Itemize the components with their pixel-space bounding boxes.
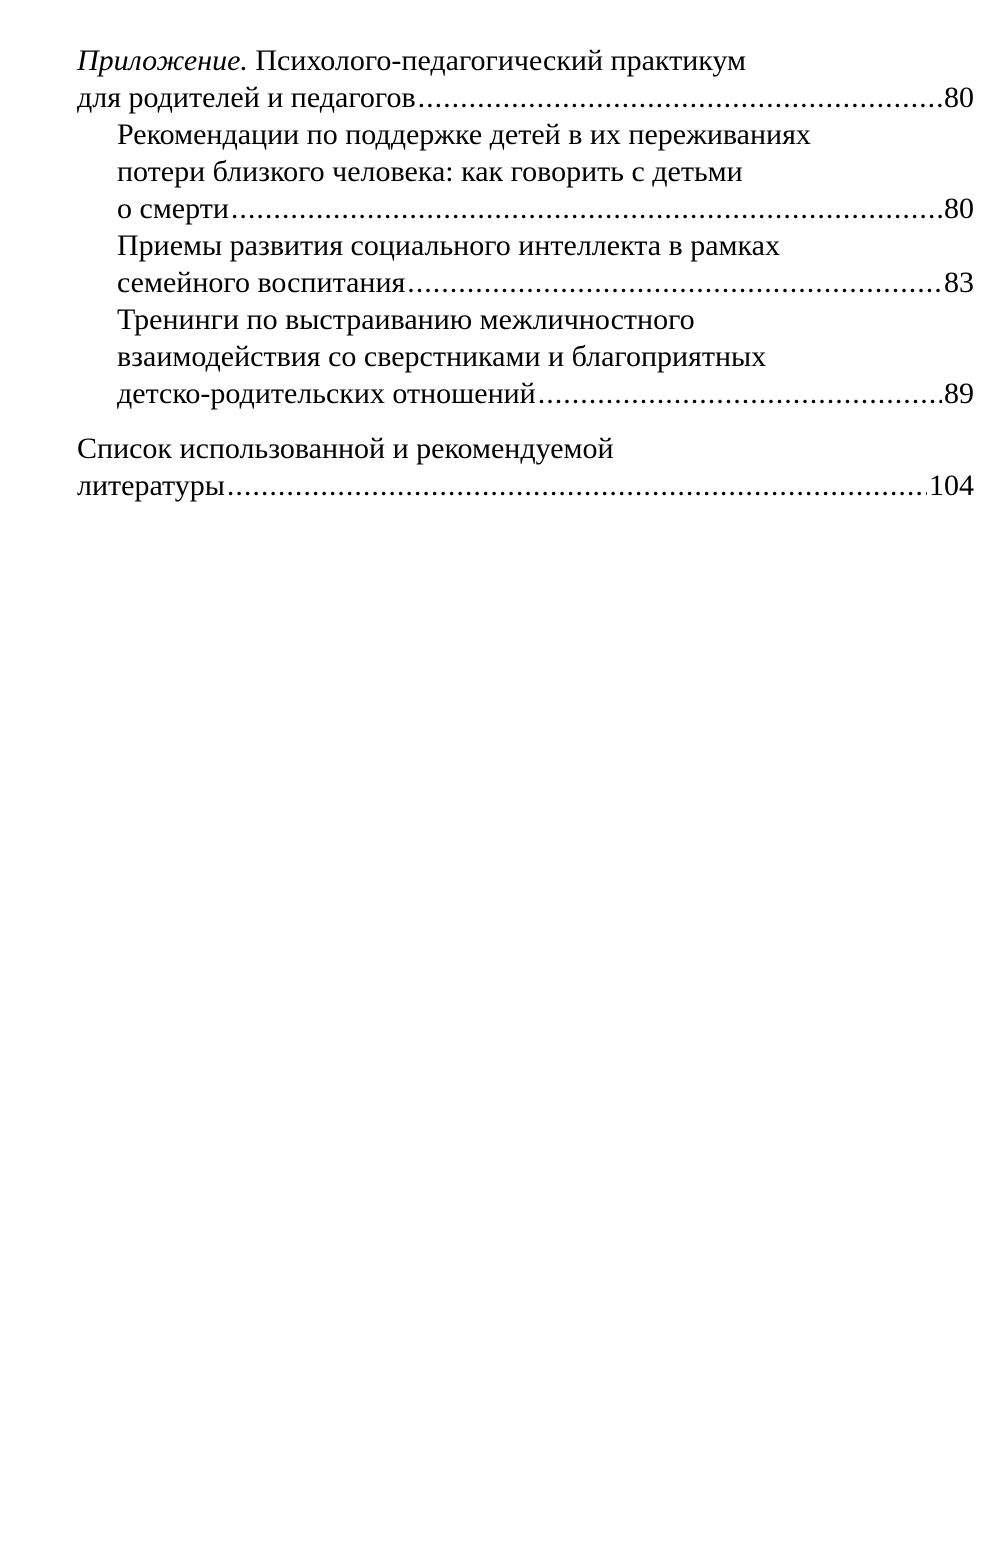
dot-leader: [407, 264, 942, 301]
toc-entry-title-end: для родителей и педагогов: [77, 81, 416, 114]
dot-leader: [231, 190, 942, 227]
toc-entry-trainings[interactable]: [77, 301, 974, 412]
toc-entry-title-line: Тренинги по выстраиванию межличностного: [117, 303, 695, 336]
toc-entry-bibliography[interactable]: [77, 430, 974, 504]
appendix-prefix: Приложение.: [77, 44, 248, 77]
toc-entry-last-line: [77, 79, 974, 116]
toc-entry-title-end: литературы: [77, 469, 225, 502]
dot-leader: [227, 467, 927, 504]
toc-entry-recommendations[interactable]: [77, 116, 974, 227]
toc-entry-title-end: о смерти: [117, 192, 229, 225]
toc-entry-social-intellect[interactable]: [77, 227, 974, 301]
dot-leader: [418, 79, 942, 116]
toc-entry-appendix[interactable]: [77, 42, 974, 116]
toc-entry-title-end: семейного воспитания: [117, 266, 406, 299]
toc-entry-title-line: потери близкого человека: как говорить с детьми: [117, 155, 743, 188]
page-number: 89: [944, 377, 974, 410]
dot-leader: [538, 375, 942, 412]
toc-entry-title-line: Список использованной и рекомендуемой: [77, 432, 614, 465]
toc-entry-last-line: [117, 264, 974, 301]
table-of-contents: [77, 42, 974, 504]
toc-entry-last-line: [77, 467, 974, 504]
toc-entry-last-line: [117, 375, 974, 412]
appendix-title-rest: Психолого-педагогический практикум: [247, 44, 746, 77]
toc-entry-title-line: взаимодействия со сверстниками и благоприятных: [117, 340, 767, 373]
page-number: 104: [929, 469, 974, 502]
toc-entry-title-end: детско-родительских отношений: [117, 377, 536, 410]
toc-entry-title-line: Приемы развития социального интеллекта в рамках: [117, 229, 780, 262]
page-number: 83: [944, 266, 974, 299]
toc-entry-title-line: Рекомендации по поддержке детей в их переживаниях: [117, 118, 811, 151]
toc-entry-last-line: [117, 190, 974, 227]
page-number: 80: [944, 192, 974, 225]
toc-entry-title-line: [77, 42, 974, 79]
page-number: 80: [944, 81, 974, 114]
